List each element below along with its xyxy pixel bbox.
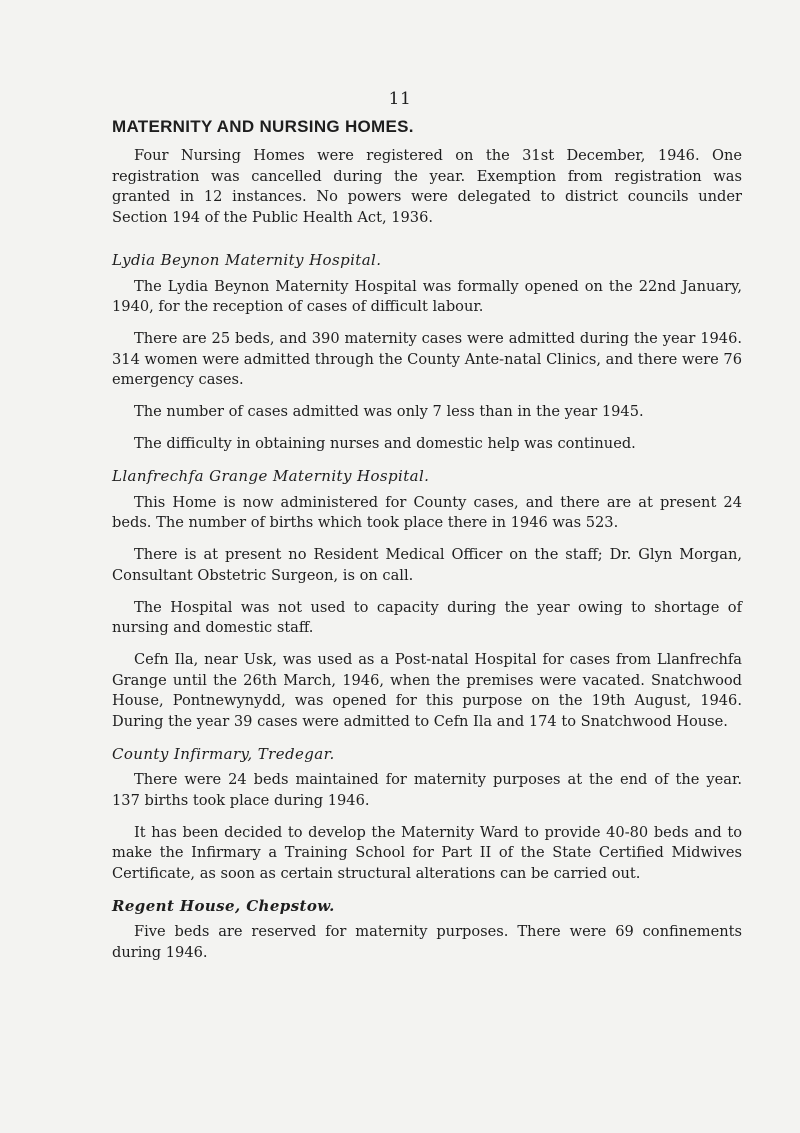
paragraph: This Home is now administered for County cases, and there are at present 24 beds. The number of births which took place there in 1946 was 523. xyxy=(112,493,742,531)
paragraph: There is at present no Resident Medical Officer on the staff; Dr. Glyn Morgan, Consultant Obstetric Surgeon, is on call. xyxy=(112,546,742,584)
section-heading-lydia-beynon: Lydia Beynon Maternity Hospital. xyxy=(112,251,382,269)
paragraph: There are 25 beds, and 390 maternity cases were admitted during the year 1946. 314 women were admitted through the County Ante-natal Clinics, and there were 76 emergency cases. xyxy=(112,330,742,388)
paragraph: The Hospital was not used to capacity during the year owing to shortage of nursing and domestic staff. xyxy=(112,598,742,636)
paragraph: There were 24 beds maintained for maternity purposes at the end of the year. 137 births took place during 1946. xyxy=(112,771,742,809)
section-heading-regent-house: Regent House, Chepstow. xyxy=(112,896,335,915)
intro-paragraph: Four Nursing Homes were registered on the 31st December, 1946. One registration was cancelled during the year. Exemption from registration was granted in 12 instances. No powers were delegated to district councils under Section 194 of the Public Health Act, 1936. xyxy=(112,147,742,226)
paragraph: The difficulty in obtaining nurses and domestic help was continued. xyxy=(134,435,636,452)
page-number: 11 xyxy=(388,89,412,109)
section-heading-llanfrechfa-grange: Llanfrechfa Grange Maternity Hospital. xyxy=(112,467,430,485)
main-heading: MATERNITY AND NURSING HOMES. xyxy=(112,117,414,136)
section-heading-county-infirmary: County Infirmary, Tredegar. xyxy=(112,744,335,763)
paragraph: The number of cases admitted was only 7 less than in the year 1945. xyxy=(134,403,644,420)
paragraph: Cefn Ila, near Usk, was used as a Post-natal Hospital for cases from Llanfrechfa Grange until the 26th March, 1946, when the premises were vacated. Snatchwood House, Pontnewynydd, was opened for this purpose on the 19th August, 1946. During the year 39 cases were admitted to Cefn Ila and 174 to Snatchwood House. xyxy=(112,651,742,730)
paragraph: It has been decided to develop the Maternity Ward to provide 40-80 beds and to make the Infirmary a Training School for Part II of the State Certified Midwives Certificate, as soon as certain structural alterations can be carried out. xyxy=(112,823,742,882)
paragraph: Five beds are reserved for maternity purposes. There were 69 confinements during 1946. xyxy=(112,923,742,961)
paragraph: The Lydia Beynon Maternity Hospital was formally opened on the 22nd January, 1940, for the reception of cases of difficult labour. xyxy=(112,277,742,315)
document-body xyxy=(112,146,742,975)
